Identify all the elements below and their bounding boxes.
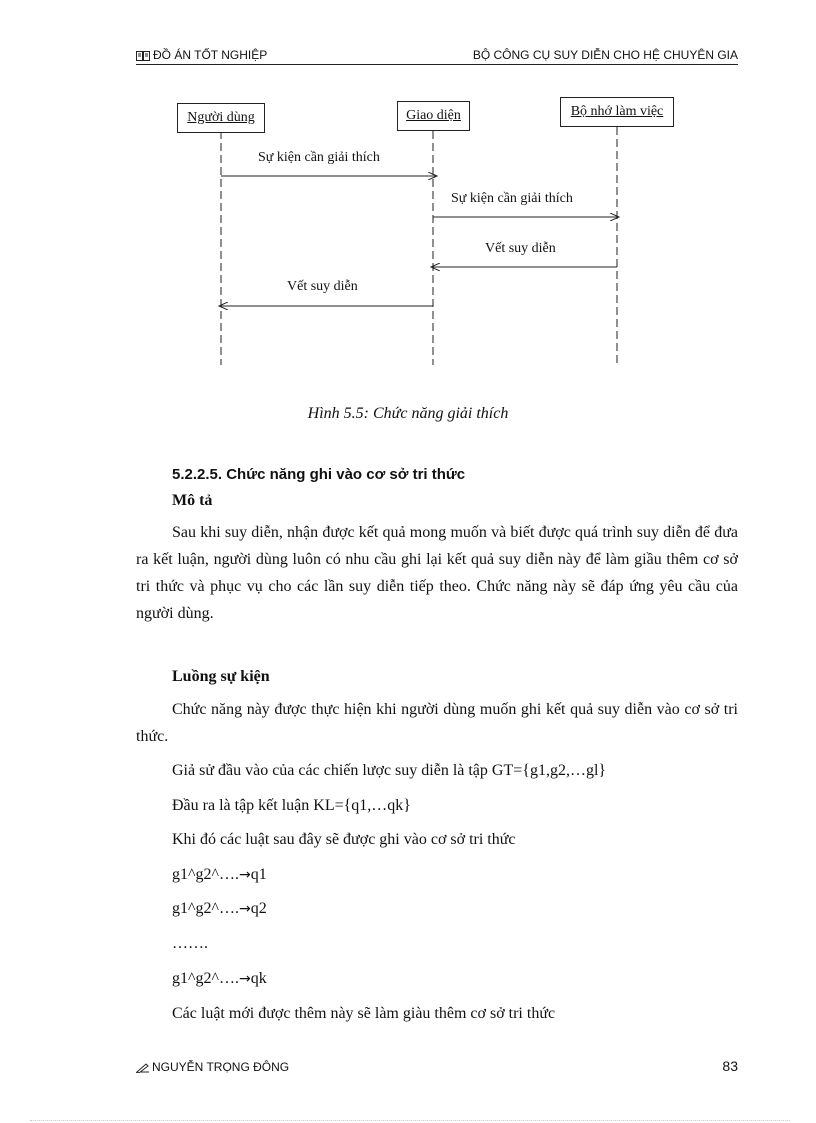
section-title: 5.2.2.5. Chức năng ghi vào cơ sở tri thức <box>172 466 466 483</box>
flow-paragraph: Chức năng này được thực hiện khi người dùng muốn ghi kết quả suy diễn vào cơ sở tri thức. <box>136 701 738 745</box>
arrow-icon: → <box>239 867 251 883</box>
rule-line <box>172 900 267 918</box>
description-paragraph: Sau khi suy diễn, nhận được kết quả mong muốn và biết được quá trình suy diễn để đưa ra kết luận, người dùng luôn có nhu cầu ghi lại kết quả suy diễn này để làm giầu thêm cơ sở tri thức và phục vụ cho các lần suy diễn tiếp theo. Chức năng này sẽ đáp ứng yêu cầu của người dùng. <box>136 524 738 622</box>
output-line: Đầu ra là tập kết luận KL={q1,…qk} <box>172 797 411 814</box>
rule-premise: g1^g2^…. <box>172 970 240 987</box>
closing-line: Các luật mới được thêm này sẽ làm giàu thêm cơ sở tri thức <box>172 1005 556 1022</box>
arrow-icon: → <box>239 971 251 987</box>
actor-interface: Giao diện <box>397 101 470 131</box>
sequence-diagram <box>0 0 816 380</box>
input-line: Giả sử đầu vào của các chiến lược suy diễn là tập GT={g1,g2,…gl} <box>172 762 607 779</box>
rules-intro: Khi đó các luật sau đây sẽ được ghi vào cơ sở tri thức <box>172 831 516 848</box>
page-number: 83 <box>722 1058 738 1074</box>
page-bottom-border <box>30 1120 790 1121</box>
header-title-left: ĐỒ ÁN TỐT NGHIỆP <box>153 48 268 62</box>
rule-line-last <box>172 970 267 988</box>
author-name: NGUYỄN TRỌNG ĐÔNG <box>152 1060 290 1074</box>
actor-user: Người dùng <box>177 103 265 133</box>
flow-heading: Luồng sự kiện <box>172 668 270 685</box>
pen-icon <box>136 1062 150 1072</box>
arrow-icon: → <box>239 901 251 917</box>
rule-line <box>172 866 267 884</box>
footer-author <box>136 1060 289 1074</box>
figure-caption: Hình 5.5: Chức năng giải thích <box>307 405 509 422</box>
diagram-lines <box>0 0 816 380</box>
message-label-4: Vết suy diễn <box>287 279 358 294</box>
rule-premise: g1^g2^…. <box>172 900 240 917</box>
ellipsis-line: ……. <box>172 935 208 952</box>
rule-conclusion: q1 <box>250 866 267 883</box>
message-label-1: Sự kiện cần giải thích <box>258 150 380 165</box>
message-label-2: Sự kiện cần giải thích <box>451 191 573 206</box>
header-title-right: BỘ CÔNG CỤ SUY DIỄN CHO HỆ CHUYÊN GIA <box>472 48 738 62</box>
rule-premise: g1^g2^…. <box>172 866 240 883</box>
description-heading: Mô tả <box>172 492 213 509</box>
message-label-3: Vết suy diễn <box>485 241 556 256</box>
rule-conclusion: qk <box>250 970 267 987</box>
rule-conclusion: q2 <box>250 900 267 917</box>
actor-memory: Bộ nhớ làm việc <box>560 97 674 127</box>
